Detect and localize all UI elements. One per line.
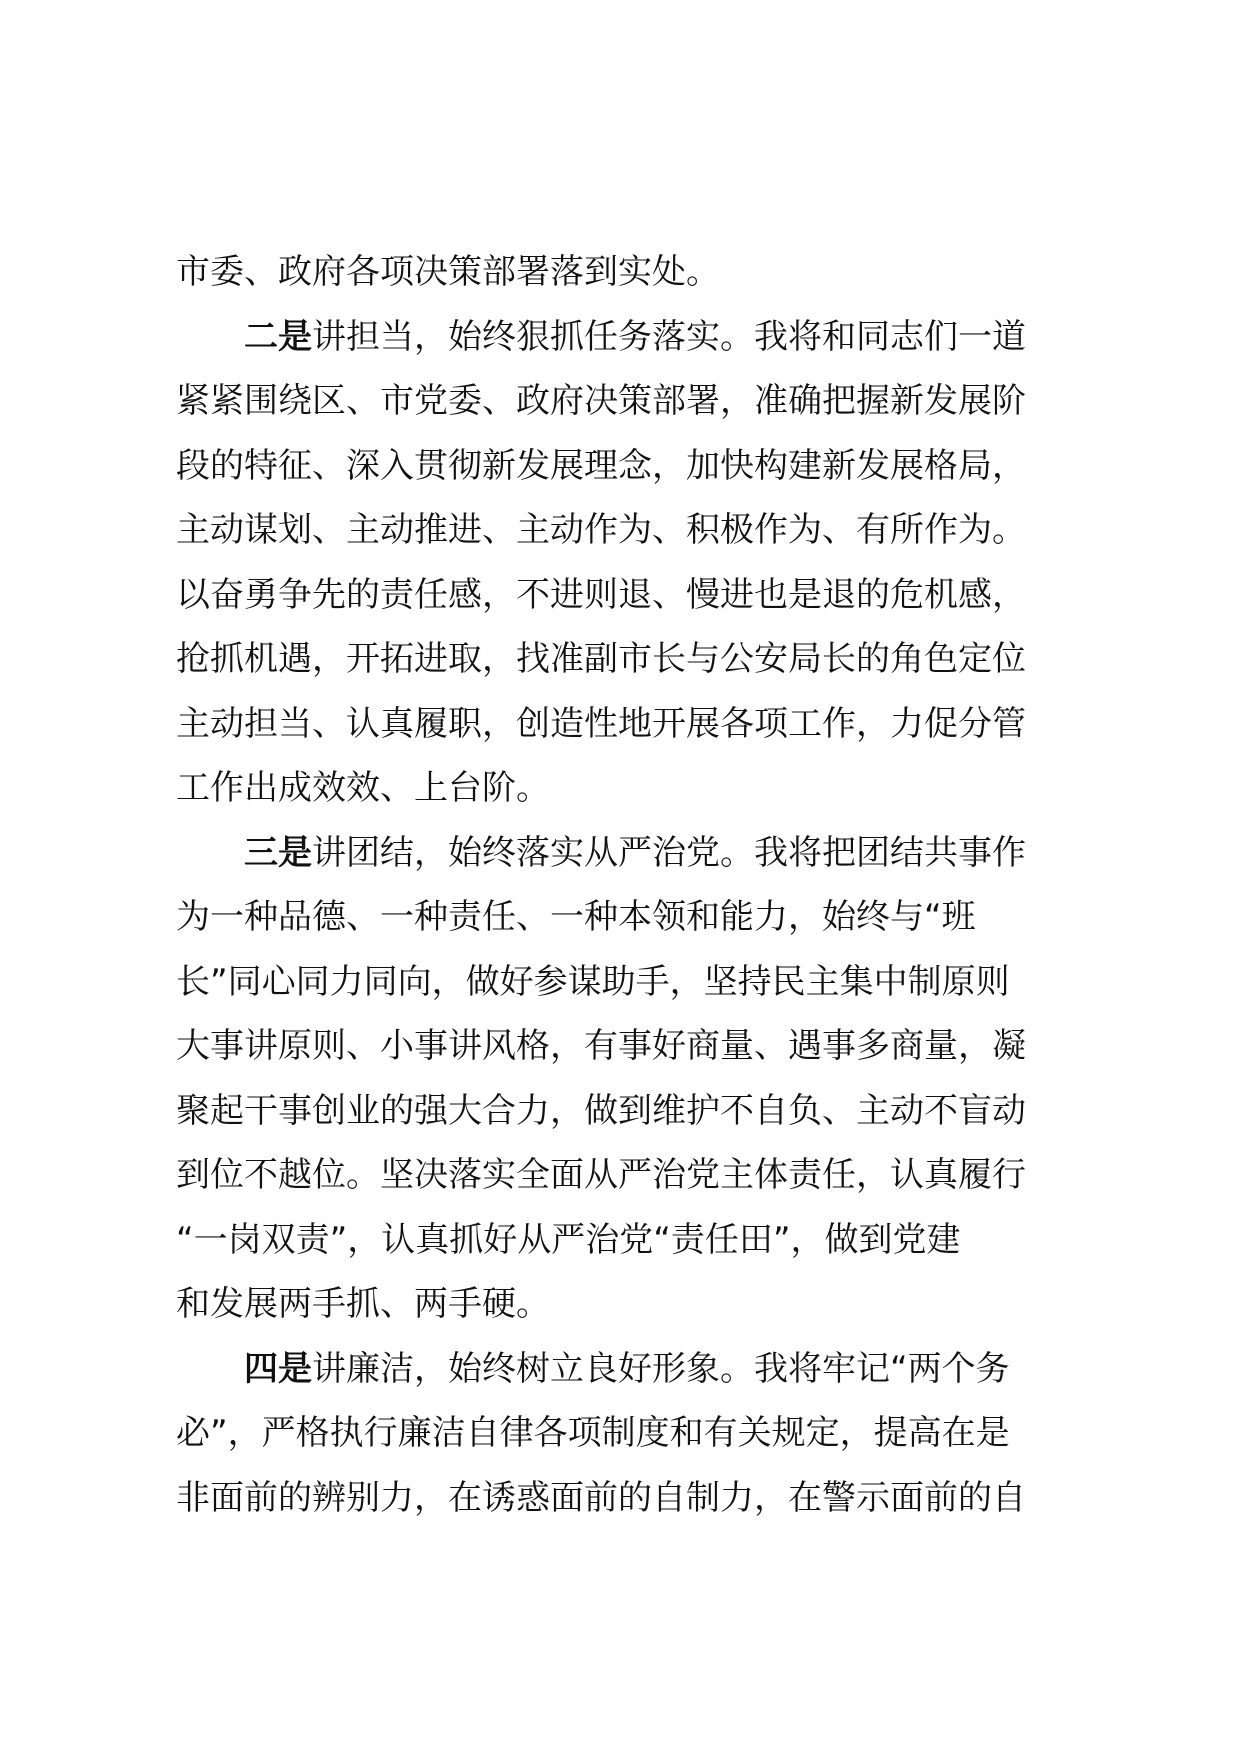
text-line — [176, 240, 1086, 305]
document-body — [176, 240, 1086, 1530]
line-text: 聚起干事创业的强大合力，做到维护不自负、主动不盲动 — [176, 1090, 1026, 1131]
line-text: 段的特征、深入贯彻新发展理念，加快构建新发展格局， — [176, 445, 1026, 486]
line-text: 主动担当、认真履职，创造性地开展各项工作，力促分管 — [176, 703, 1026, 744]
line-text: 非面前的辨别力，在诱惑面前的自制力，在警示面前的自 — [176, 1477, 1026, 1518]
text-line — [176, 756, 1086, 821]
line-text: 抢抓机遇，开拓进取，找准副市长与公安局长的角色定位 — [176, 639, 1026, 679]
text-line — [176, 885, 1086, 950]
line-text: 大事讲原则、小事讲风格，有事好商量、遇事多商量，凝 — [176, 1026, 1026, 1066]
line-text: 以奋勇争先的责任感，不进则退、慢进也是退的危机感， — [176, 574, 1026, 615]
text-line — [176, 1401, 1086, 1466]
line-text: 主动谋划、主动推进、主动作为、积极作为、有所作为。 — [176, 510, 1026, 550]
line-text: 长”同心同力同向，做好参谋助手，坚持民主集中制原则 — [176, 961, 1010, 1002]
text-line — [176, 627, 1086, 692]
line-text: 工作出成效效、上台阶。 — [176, 768, 550, 808]
text-line — [176, 1143, 1086, 1208]
paragraph-first-line — [176, 305, 1086, 370]
line-text: 市委、政府各项决策部署落到实处。 — [176, 252, 720, 292]
text-line — [176, 498, 1086, 563]
line-text: 讲廉洁，始终树立良好形象。我将牢记“两个务 — [312, 1348, 1010, 1389]
line-text: 为一种品德、一种责任、一种本领和能力，始终与“班 — [176, 897, 976, 937]
line-text: 讲团结，始终落实从严治党。我将把团结共事作 — [312, 832, 1026, 873]
text-line — [176, 369, 1086, 434]
text-line — [176, 563, 1086, 628]
text-line — [176, 1466, 1086, 1531]
line-text: 紧紧围绕区、市党委、政府决策部署，准确把握新发展阶 — [176, 381, 1026, 421]
line-text: 必”，严格执行廉洁自律各项制度和有关规定，提高在是 — [176, 1413, 1010, 1453]
text-line — [176, 950, 1086, 1015]
paragraph-lead: 四是 — [244, 1348, 312, 1389]
text-line — [176, 434, 1086, 499]
line-text: 到位不越位。坚决落实全面从严治党主体责任，认真履行 — [176, 1155, 1026, 1195]
line-text: “一岗双责”，认真抓好从严治党“责任田”，做到党建 — [176, 1219, 961, 1260]
paragraph-first-line — [176, 1337, 1086, 1402]
text-line — [176, 1014, 1086, 1079]
text-line — [176, 1079, 1086, 1144]
line-text: 和发展两手抓、两手硬。 — [176, 1284, 550, 1324]
line-text: 讲担当，始终狠抓任务落实。我将和同志们一道 — [312, 316, 1026, 357]
paragraph-first-line — [176, 821, 1086, 886]
paragraph-lead: 三是 — [244, 832, 312, 873]
paragraph-lead: 二是 — [244, 316, 312, 357]
text-line — [176, 1208, 1086, 1273]
text-line — [176, 692, 1086, 757]
text-line — [176, 1272, 1086, 1337]
